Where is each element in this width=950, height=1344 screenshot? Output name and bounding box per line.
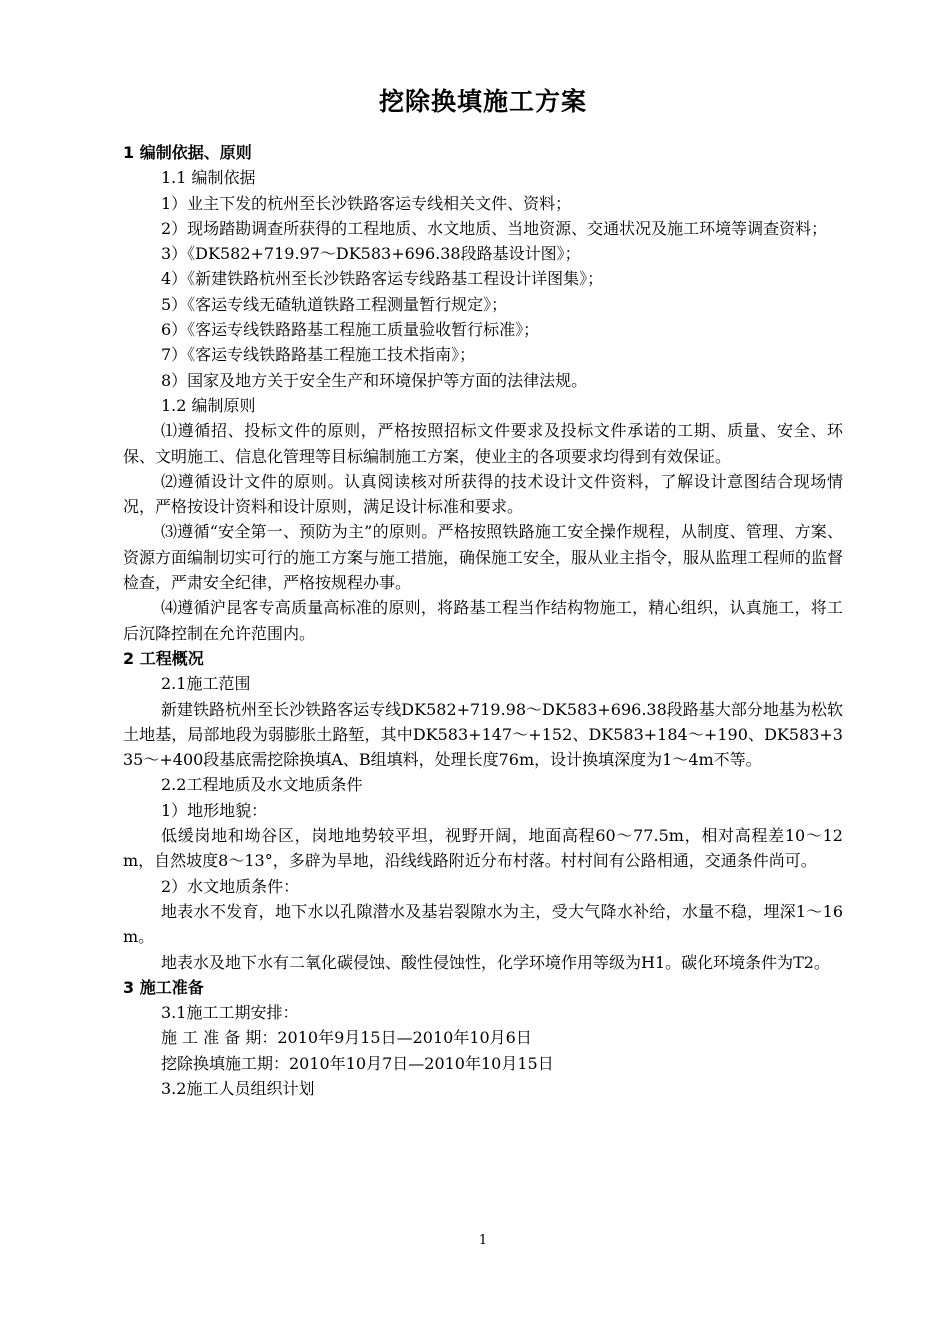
list-item: 6）《客运专线铁路路基工程施工质量验收暂行标准》； [161, 320, 540, 340]
body-paragraph: 地表水及地下水有二氧化碳侵蚀、酸性侵蚀性，化学环境作用等级为H1。碳化环境条件为T2。 [161, 952, 830, 972]
list-item: 1）业主下发的杭州至长沙铁路客运专线相关文件、资料； [161, 193, 572, 213]
subsection-heading: 1.2 编制原则 [161, 395, 256, 415]
page-number: 1 [478, 1233, 488, 1248]
body-paragraph: 地表水不发育，地下水以孔隙潜水及基岩裂隙水为主，受大气降水补给，水量不稳，埋深1～16m。 [123, 901, 843, 947]
list-item: 1）地形地貌： [161, 800, 268, 820]
subsection-heading: 2.2工程地质及水文地质条件 [161, 775, 363, 795]
schedule-line: 挖除换填施工期：2010年10月7日—2010年10月15日 [161, 1053, 554, 1073]
list-item: 2）水文地质条件： [161, 876, 300, 896]
list-item: 8）国家及地方关于安全生产和环境保护等方面的法律法规。 [161, 370, 588, 390]
subsection-heading: 3.2施工人员组织计划 [161, 1078, 315, 1098]
document-page [123, 0, 843, 1344]
subsection-heading: 2.1施工范围 [161, 674, 251, 694]
body-paragraph: 低缓岗地和坳谷区，岗地地势较平坦，视野开阔，地面高程60～77.5m，相对高程差10～12m，自然坡度8～13°，多辟为旱地，沿线线路附近分布村落。村村间有公路相通，交通条件尚可。 [123, 826, 843, 871]
principle-paragraph: ⑵遵循设计文件的原则。认真阅读核对所获得的技术设计文件资料，了解设计意图结合现场情况，严格按设计资料和设计原则，满足设计标准和要求。 [123, 471, 843, 517]
document-body [123, 140, 843, 1101]
schedule-line: 施 工 准 备 期：2010年9月15日—2010年10月6日 [161, 1028, 532, 1048]
section-heading: 2 工程概况 [123, 648, 204, 668]
list-item: 7）《客运专线铁路路基工程施工技术指南》； [161, 345, 476, 365]
subsection-heading: 3.1施工工期安排： [161, 1003, 299, 1023]
document-title: 挖除换填施工方案 [378, 87, 587, 116]
list-item: 4）《新建铁路杭州至长沙铁路客运专线路基工程设计详图集》； [161, 269, 604, 289]
list-item: 5）《客运专线无碴轨道铁路工程测量暂行规定》； [161, 294, 508, 314]
principle-paragraph: ⑷遵循沪昆客专高质量高标准的原则，将路基工程当作结构物施工，精心组织，认真施工，将工后沉降控制在允许范围内。 [123, 598, 843, 643]
list-item: 3）《DK582+719.97～DK583+696.38段路基设计图》； [161, 244, 581, 264]
section-heading: 3 施工准备 [123, 977, 204, 997]
section-heading: 1 编制依据、原则 [123, 143, 252, 162]
body-paragraph: 新建铁路杭州至长沙铁路客运专线DK582+719.98～DK583+696.38段路基大部分地基为松软土地基，局部地段为弱膨胀土路堑，其中DK583+147～+152、DK583+184～+190、DK583+335～+400段基底需挖除换填A、B组填料，处理长度76m，设计换填深度为1～4m不等。 [123, 699, 843, 770]
principle-paragraph: ⑶遵循“安全第一、预防为主”的原则。严格按照铁路施工安全操作规程，从制度、管理、方案、资源方面编制切实可行的施工方案与施工措施，确保施工安全，服从业主指令，服从监理工程师的监督检查，严肃安全纪律，严格按规程办事。 [123, 522, 844, 593]
principle-paragraph: ⑴遵循招、投标文件的原则，严格按照招标文件要求及投标文件承诺的工期、质量、安全、环保、文明施工、信息化管理等目标编制施工方案，使业主的各项要求均得到有效保证。 [123, 421, 843, 466]
subsection-heading: 1.1 编制依据 [161, 168, 256, 188]
list-item: 2）现场踏勘调查所获得的工程地质、水文地质、当地资源、交通状况及施工环境等调查资料； [161, 218, 828, 238]
